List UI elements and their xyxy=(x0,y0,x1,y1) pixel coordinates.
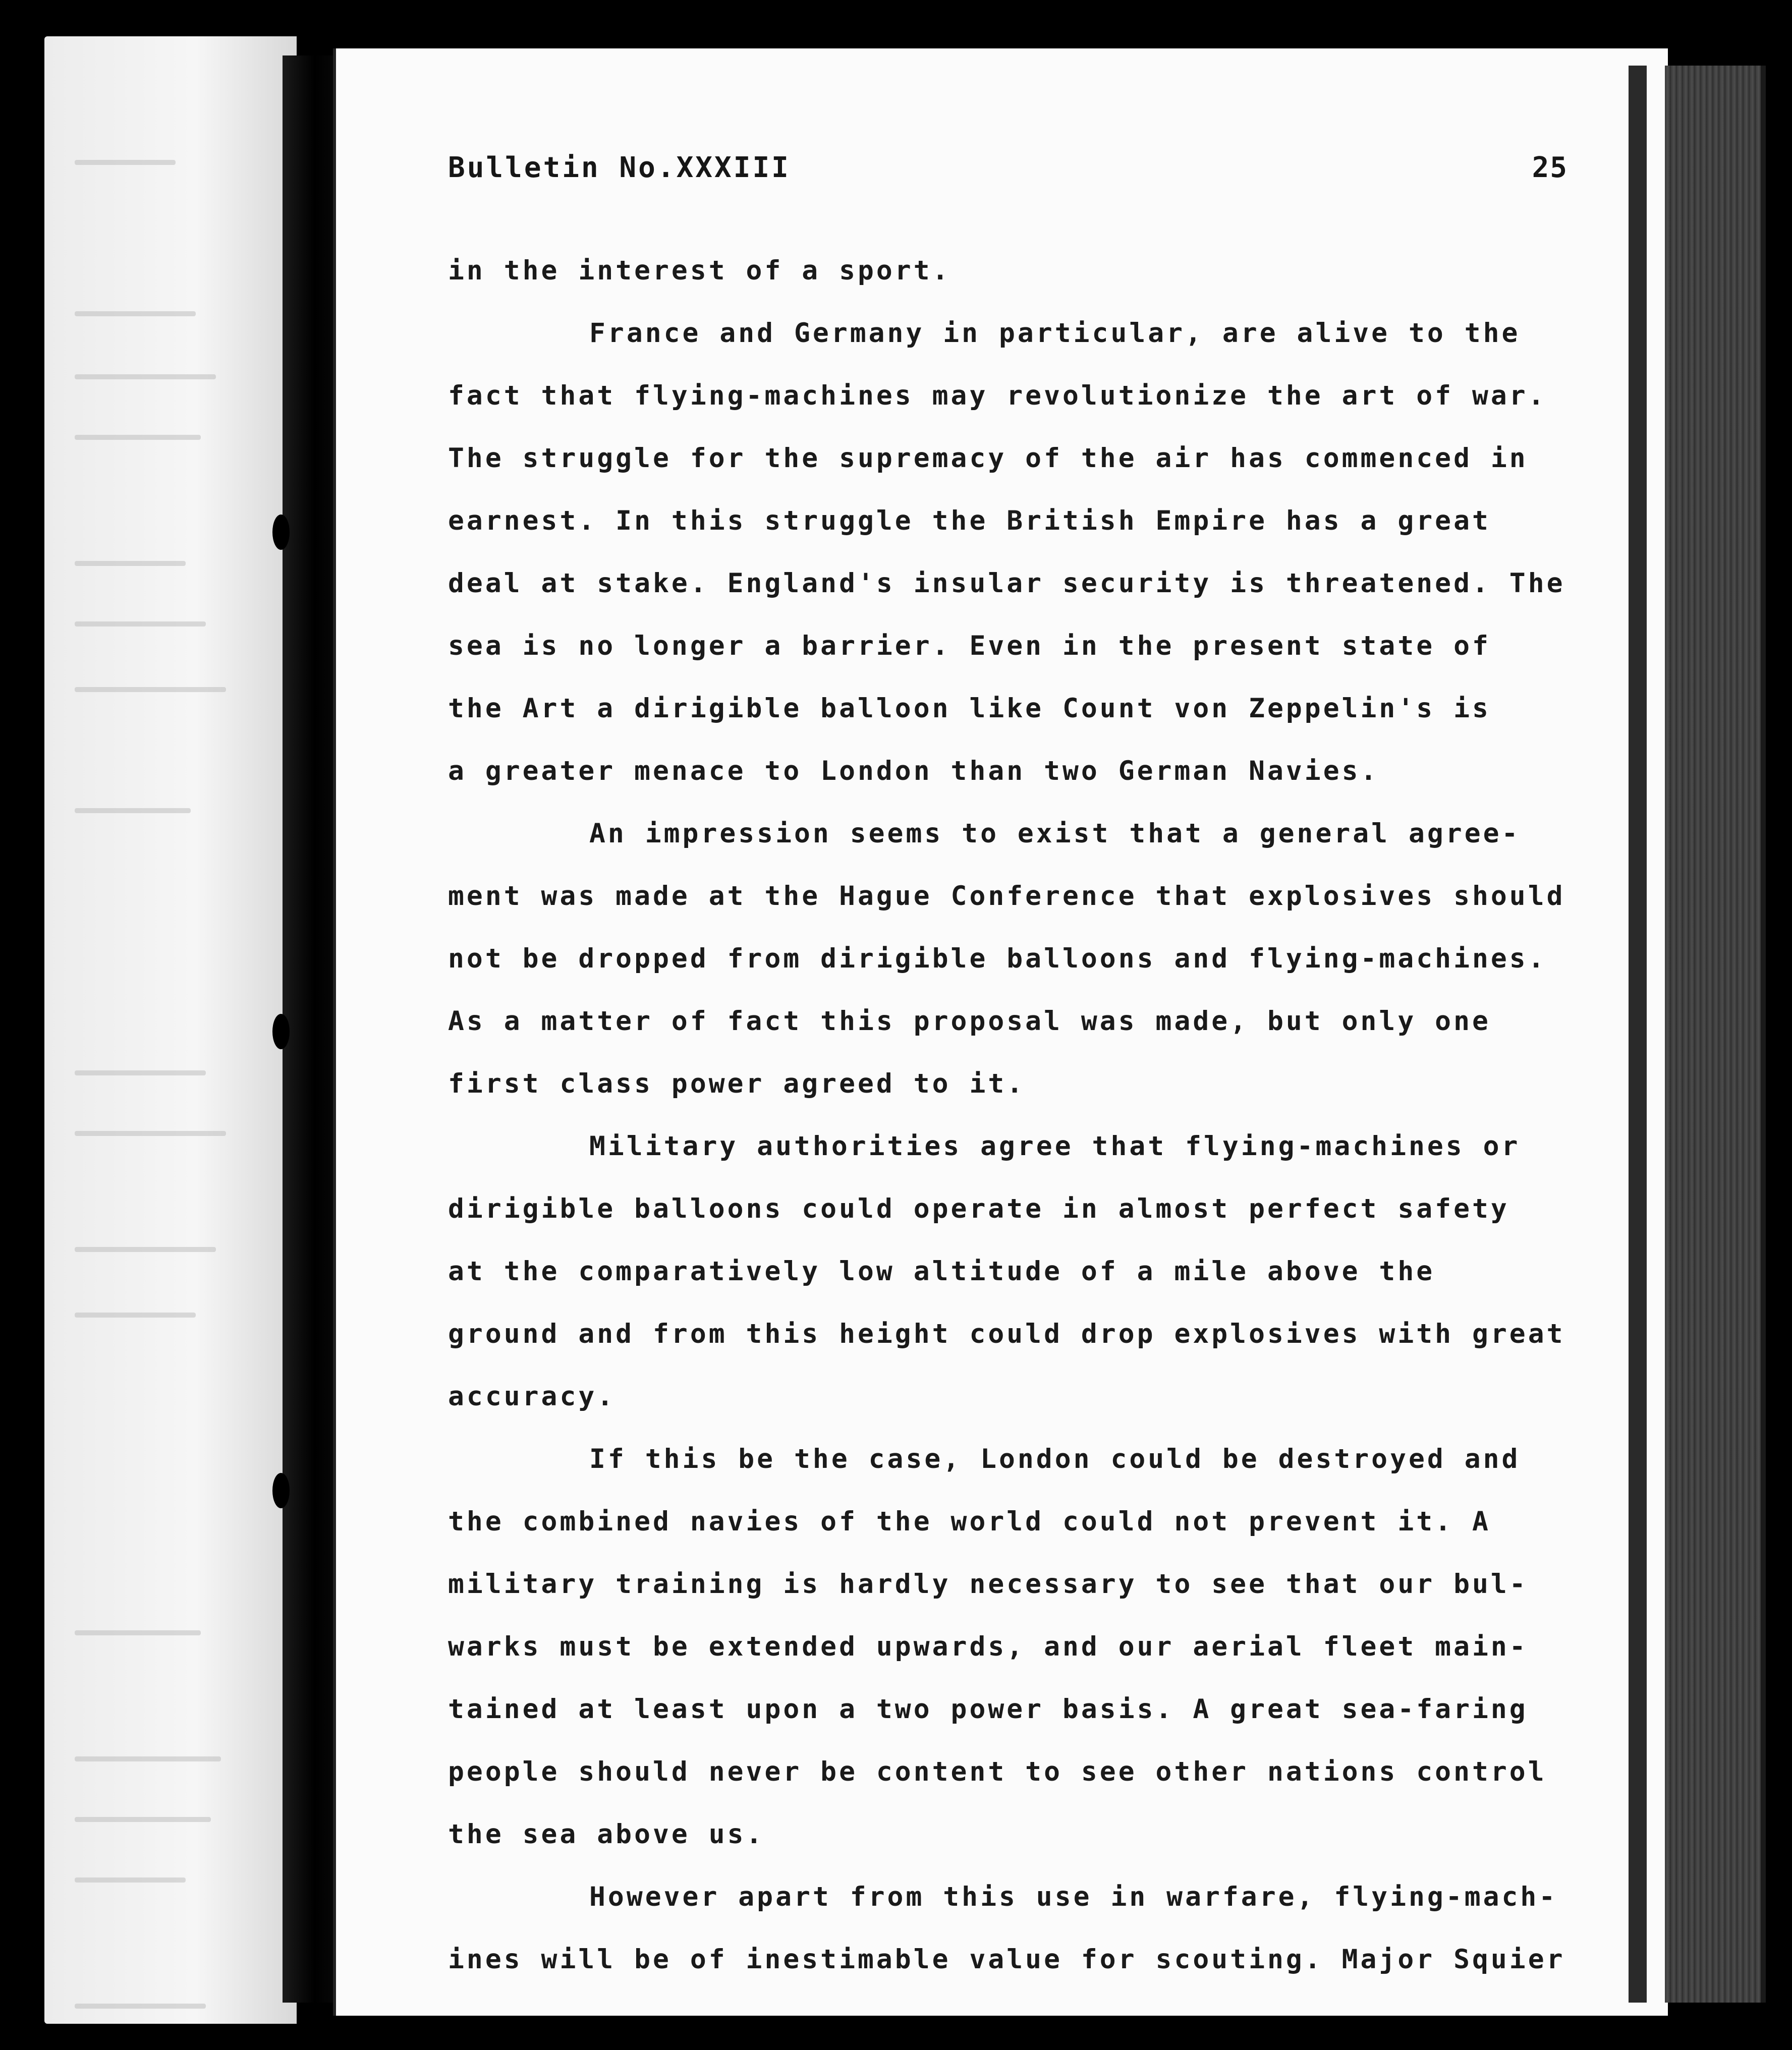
bleed-through-mark xyxy=(75,561,186,566)
book-page-edges xyxy=(1665,66,1766,2003)
text-line: If this be the case, London could be destroyed and xyxy=(589,1444,1521,1474)
text-line: people should never be content to see other nations control xyxy=(448,1756,1547,1787)
text-line: at the comparatively low altitude of a mile above the xyxy=(448,1256,1435,1287)
text-line: fact that flying-machines may revolutionize the art of war. xyxy=(448,380,1547,411)
bulletin-title: Bulletin No.XXXIII xyxy=(448,151,791,184)
text-line: sea is no longer a barrier. Even in the present state of xyxy=(448,631,1491,661)
body-text xyxy=(448,240,1588,1991)
bleed-through-mark xyxy=(75,160,176,165)
page-header xyxy=(448,151,1568,187)
facing-page xyxy=(44,36,297,2024)
text-line: the Art a dirigible balloon like Count von Zeppelin's is xyxy=(448,693,1491,724)
bleed-through-mark xyxy=(75,1131,226,1136)
text-line: deal at stake. England's insular security is threatened. The xyxy=(448,568,1565,599)
binding-hole xyxy=(272,1473,290,1508)
text-line: ment was made at the Hague Conference that explosives should xyxy=(448,881,1565,912)
bleed-through-mark xyxy=(75,435,201,440)
text-line: As a matter of fact this proposal was made, but only one xyxy=(448,1006,1491,1037)
bleed-through-mark xyxy=(75,1877,186,1883)
text-line: not be dropped from dirigible balloons and flying-machines. xyxy=(448,943,1547,974)
text-line: The struggle for the supremacy of the air has commenced in xyxy=(448,443,1528,474)
text-line: Military authorities agree that flying-machines or xyxy=(589,1131,1521,1162)
binding-hole xyxy=(272,1014,290,1049)
bleed-through-mark xyxy=(75,808,191,813)
bleed-through-mark xyxy=(75,1756,221,1761)
text-line: a greater menace to London than two German Navies. xyxy=(448,756,1379,786)
bleed-through-mark xyxy=(75,1313,196,1318)
bleed-through-mark xyxy=(75,1817,211,1822)
bleed-through-mark xyxy=(75,374,216,379)
text-line: warks must be extended upwards, and our aerial fleet main- xyxy=(448,1631,1528,1662)
page-number: 25 xyxy=(1532,151,1568,184)
text-line: first class power agreed to it. xyxy=(448,1068,1026,1099)
page-edge-shadow xyxy=(1629,66,1647,2003)
text-line: ines will be of inestimable value for scouting. Major Squier xyxy=(448,1944,1565,1975)
text-line: military training is hardly necessary to see that our bul- xyxy=(448,1569,1528,1600)
text-line: in the interest of a sport. xyxy=(448,255,951,286)
text-line: accuracy. xyxy=(448,1381,616,1412)
text-line: tained at least upon a two power basis. A great sea-faring xyxy=(448,1694,1528,1725)
text-line: An impression seems to exist that a general agree- xyxy=(589,818,1521,849)
text-line: earnest. In this struggle the British Empire has a great xyxy=(448,505,1491,536)
bleed-through-mark xyxy=(75,621,206,627)
bleed-through-mark xyxy=(75,1070,206,1075)
text-line: the combined navies of the world could not prevent it. A xyxy=(448,1506,1491,1537)
bleed-through-mark xyxy=(75,1630,201,1635)
text-line: dirigible balloons could operate in almost perfect safety xyxy=(448,1193,1509,1224)
text-line: However apart from this use in warfare, flying-mach- xyxy=(589,1882,1558,1912)
bleed-through-mark xyxy=(75,311,196,316)
text-line: France and Germany in particular, are alive to the xyxy=(589,318,1521,349)
text-line: the sea above us. xyxy=(448,1819,765,1850)
bleed-through-mark xyxy=(75,2004,206,2009)
binding-hole xyxy=(272,515,290,550)
text-line: ground and from this height could drop explosives with great xyxy=(448,1319,1565,1349)
bleed-through-mark xyxy=(75,1247,216,1252)
bleed-through-mark xyxy=(75,687,226,692)
